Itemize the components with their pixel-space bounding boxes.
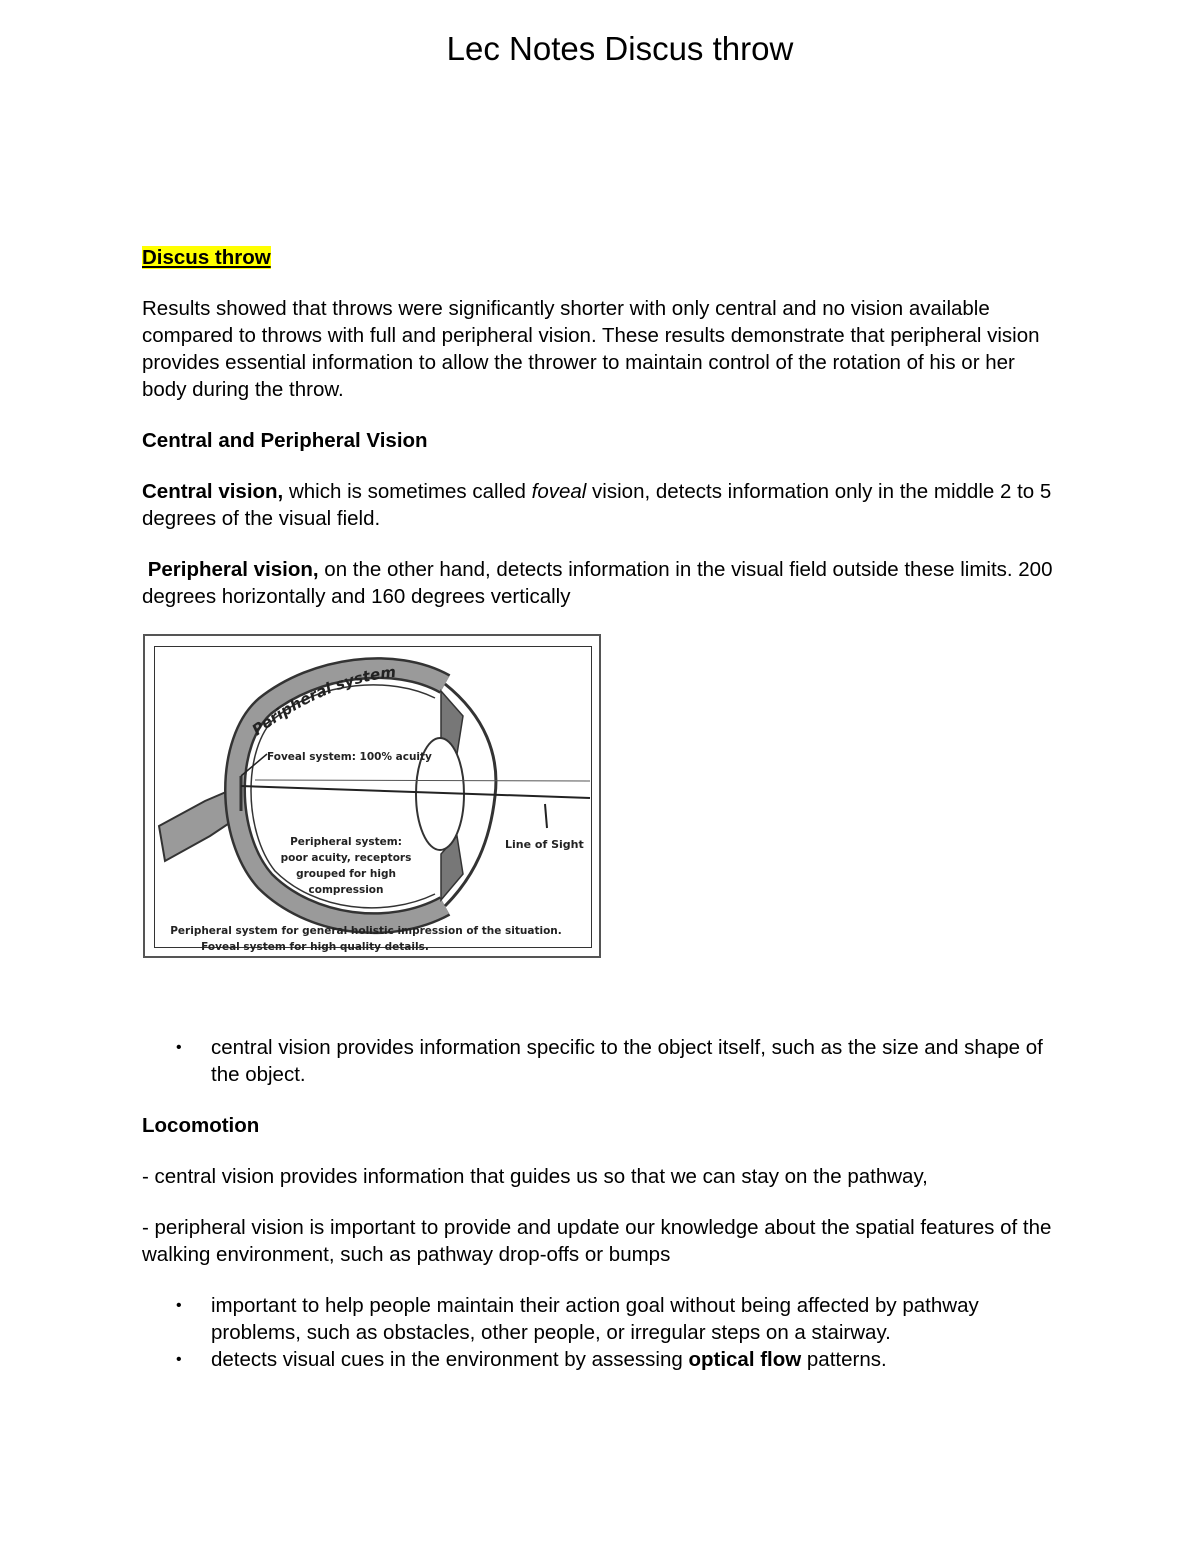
figure-caption-2: Foveal system for high quality details. [201,941,429,953]
document-body-lower [142,1034,1062,1373]
section-heading-locomotion: Locomotion [142,1114,260,1137]
list-item: • important to help people maintain their action goal without being affected by pathway problems, such as obstacles, other people, or irregular steps on a stairway. [176,1294,979,1344]
peripheral-detail-line-4: compression [308,884,384,896]
section-heading-discus: Discus throw [142,246,271,269]
section-heading-vision: Central and Peripheral Vision [142,429,428,452]
peripheral-detail-line-3: grouped for high [296,868,396,880]
foveal-label: Foveal system: 100% acuity [267,751,432,763]
peripheral-vision-paragraph: Peripheral vision, on the other hand, detects information in the visual field outside these limits. 200 degrees horizontally and 160 degrees vertically [142,558,1053,608]
locomotion-bullet-list [142,1292,1062,1373]
locomotion-line-2: - peripheral vision is important to provide and update our knowledge about the spatial features of the walking environment, such as pathway drop-offs or bumps [142,1216,1052,1266]
page-title: Lec Notes Discus throw [446,30,794,67]
central-bullet-list [142,1034,1062,1088]
peripheral-detail-line-1: Peripheral system: [290,836,402,848]
peripheral-detail-line-2: poor acuity, receptors [280,852,412,864]
document-body [142,244,1062,610]
central-vision-paragraph: Central vision, which is sometimes called foveal vision, detects information only in the middle 2 to 5 degrees of the visual field. [142,480,1052,530]
sight-line-thin [255,780,590,781]
figure-caption-1: Peripheral system for general holistic impression of the situation. [170,925,562,937]
line-of-sight-pointer [545,804,547,828]
list-item: • detects visual cues in the environment by assessing optical flow patterns. [176,1348,887,1371]
line-of-sight-label: Line of Sight [505,838,584,851]
eye-diagram-figure [143,634,601,958]
discus-paragraph: Results showed that throws were significantly shorter with only central and no vision available compared to throws with full and peripheral vision. These results demonstrate that peripheral vision provides essential information to allow the thrower to maintain control of the rotation of his or her body during the throw. [142,297,1040,401]
eye-diagram [145,636,603,960]
locomotion-line-1: - central vision provides information that guides us so that we can stay on the pathway, [142,1165,928,1188]
list-item: • central vision provides information specific to the object itself, such as the size and shape of the object. [176,1036,1043,1086]
peripheral-arc-label: Peripheral system [248,662,397,740]
